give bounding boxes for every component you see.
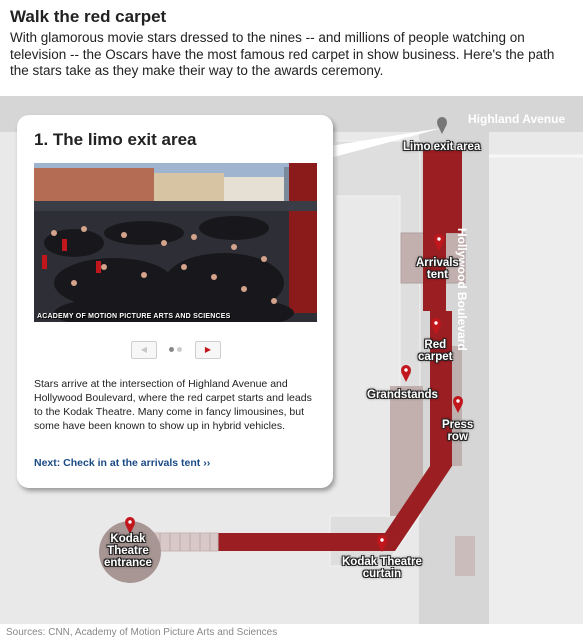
panel-title: 1. The limo exit area	[34, 130, 197, 149]
photo-graphic	[34, 163, 317, 322]
kodak-entrance-label-line3: entrance	[104, 557, 152, 569]
limo-exit-label: Limo exit area	[403, 141, 481, 153]
curtain-label-line2: curtain	[362, 568, 402, 580]
next-button[interactable]	[195, 341, 221, 359]
press-row-label	[442, 419, 473, 443]
page-indicator	[177, 347, 182, 352]
grandstands-label: Grandstands	[367, 389, 438, 401]
sidewalk-block	[489, 156, 583, 624]
red-carpet-label	[418, 339, 453, 363]
intro-text: With glamorous movie stars dressed to the nines -- and millions of people watching on television -- the Oscars have the most famous red carpet in show business. Here's the path the stars take as they make their way to the awards ceremony.	[10, 30, 555, 78]
chevron-right-icon: ▶	[204, 345, 212, 354]
arrivals-tent-label-line1: Arrivals	[416, 257, 459, 269]
side-structure	[455, 536, 475, 576]
press-row-label-line1: Press	[442, 419, 474, 431]
page-title: Walk the red carpet	[10, 7, 167, 26]
press-row-label-line2: row	[447, 431, 468, 443]
photo-credit: ACADEMY OF MOTION PICTURE ARTS AND SCIENCES	[37, 313, 231, 320]
kodak-entrance-label-line2: Theatre	[107, 545, 149, 557]
page-indicator-active	[169, 347, 174, 352]
panel-description: Stars arrive at the intersection of Highland Avenue and Hollywood Boulevard, where the red carpet starts and leads to the Kodak Theatre. Many come in fancy limousines, but some have been known to show up in hybrid vehicles.	[34, 378, 312, 432]
limo-exit-photo	[34, 163, 317, 322]
chevron-left-icon: ◀	[140, 345, 148, 354]
arrivals-tent-label	[416, 257, 459, 281]
red-carpet-label-line1: Red	[424, 339, 447, 351]
kodak-entrance-label-line1: Kodak	[110, 533, 146, 545]
arrivals-tent-label-line2: tent	[426, 269, 448, 281]
previous-button[interactable]	[131, 341, 157, 359]
sources-footnote: Sources: CNN, Academy of Motion Picture Arts and Sciences	[6, 627, 278, 638]
next-step-link[interactable]: Next: Check in at the arrivals tent ››	[34, 457, 211, 469]
info-panel	[17, 115, 333, 488]
highland-avenue-label: Highland Avenue	[468, 112, 566, 126]
curtain-label	[342, 556, 422, 580]
kodak-entrance-label	[104, 533, 152, 569]
curtain-label-line1: Kodak Theatre	[342, 556, 422, 568]
red-carpet-label-line2: carpet	[418, 351, 453, 363]
hollywood-boulevard-label: Hollywood Boulevard	[455, 228, 469, 351]
